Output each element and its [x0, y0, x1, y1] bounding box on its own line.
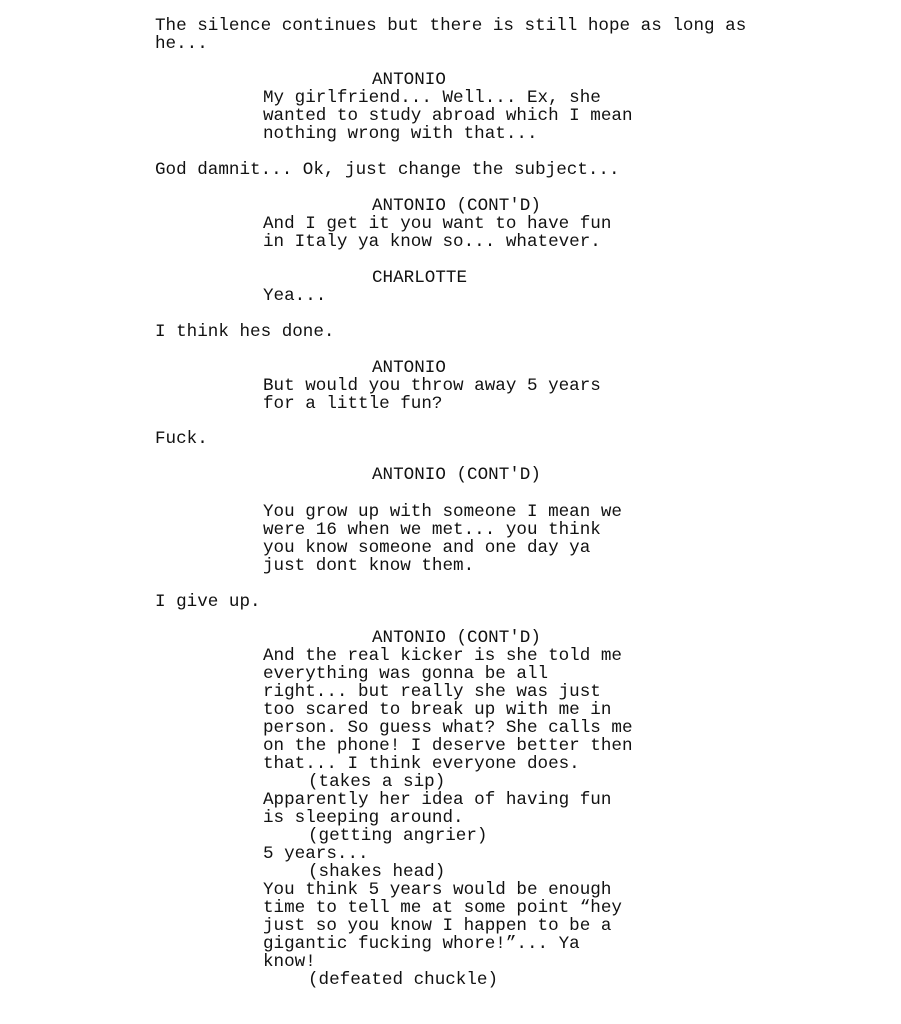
action-line: I give up.: [155, 592, 261, 612]
dialogue-line: just so you know I happen to be a: [263, 916, 612, 936]
dialogue-line: just dont know them.: [263, 556, 475, 576]
dialogue-line: were 16 when we met... you think: [263, 520, 601, 540]
dialogue-line: you know someone and one day ya: [263, 538, 591, 558]
dialogue-line: Apparently her idea of having fun: [263, 790, 612, 810]
dialogue-line: that... I think everyone does.: [263, 754, 580, 774]
action-line: The silence continues but there is still hope as long as: [155, 16, 747, 36]
dialogue-line: My girlfriend... Well... Ex, she: [263, 88, 601, 108]
character-name: CHARLOTTE: [372, 268, 468, 288]
dialogue-line: And the real kicker is she told me: [263, 646, 622, 666]
character-name: ANTONIO: [372, 358, 446, 378]
dialogue-line: But would you throw away 5 years: [263, 376, 601, 396]
character-name: ANTONIO (CONT'D): [372, 465, 541, 485]
parenthetical: (takes a sip): [308, 772, 446, 792]
dialogue-line: 5 years...: [263, 844, 369, 864]
parenthetical: (defeated chuckle): [308, 970, 499, 990]
dialogue-line: in Italy ya know so... whatever.: [263, 232, 601, 252]
dialogue-line: You think 5 years would be enough: [263, 880, 612, 900]
dialogue-line: know!: [263, 952, 316, 972]
parenthetical: (shakes head): [308, 862, 446, 882]
dialogue-line: on the phone! I deserve better then: [263, 736, 633, 756]
dialogue-line: for a little fun?: [263, 394, 443, 414]
dialogue-line: Yea...: [263, 286, 327, 306]
dialogue-line: too scared to break up with me in: [263, 700, 612, 720]
dialogue-line: You grow up with someone I mean we: [263, 502, 622, 522]
dialogue-line: everything was gonna be all: [263, 664, 549, 684]
action-line: God damnit... Ok, just change the subject...: [155, 160, 620, 180]
action-line: he...: [155, 34, 208, 54]
character-name: ANTONIO (CONT'D): [372, 628, 541, 648]
parenthetical: (getting angrier): [308, 826, 488, 846]
dialogue-line: right... but really she was just: [263, 682, 601, 702]
character-name: ANTONIO: [372, 70, 446, 90]
action-line: I think hes done.: [155, 322, 335, 342]
dialogue-line: gigantic fucking whore!”... Ya: [263, 934, 580, 954]
action-line: Fuck.: [155, 429, 208, 449]
character-name: ANTONIO (CONT'D): [372, 196, 541, 216]
dialogue-line: And I get it you want to have fun: [263, 214, 612, 234]
dialogue-line: is sleeping around.: [263, 808, 464, 828]
dialogue-line: wanted to study abroad which I mean: [263, 106, 633, 126]
dialogue-line: nothing wrong with that...: [263, 124, 538, 144]
dialogue-line: person. So guess what? She calls me: [263, 718, 633, 738]
dialogue-line: time to tell me at some point “hey: [263, 898, 622, 918]
